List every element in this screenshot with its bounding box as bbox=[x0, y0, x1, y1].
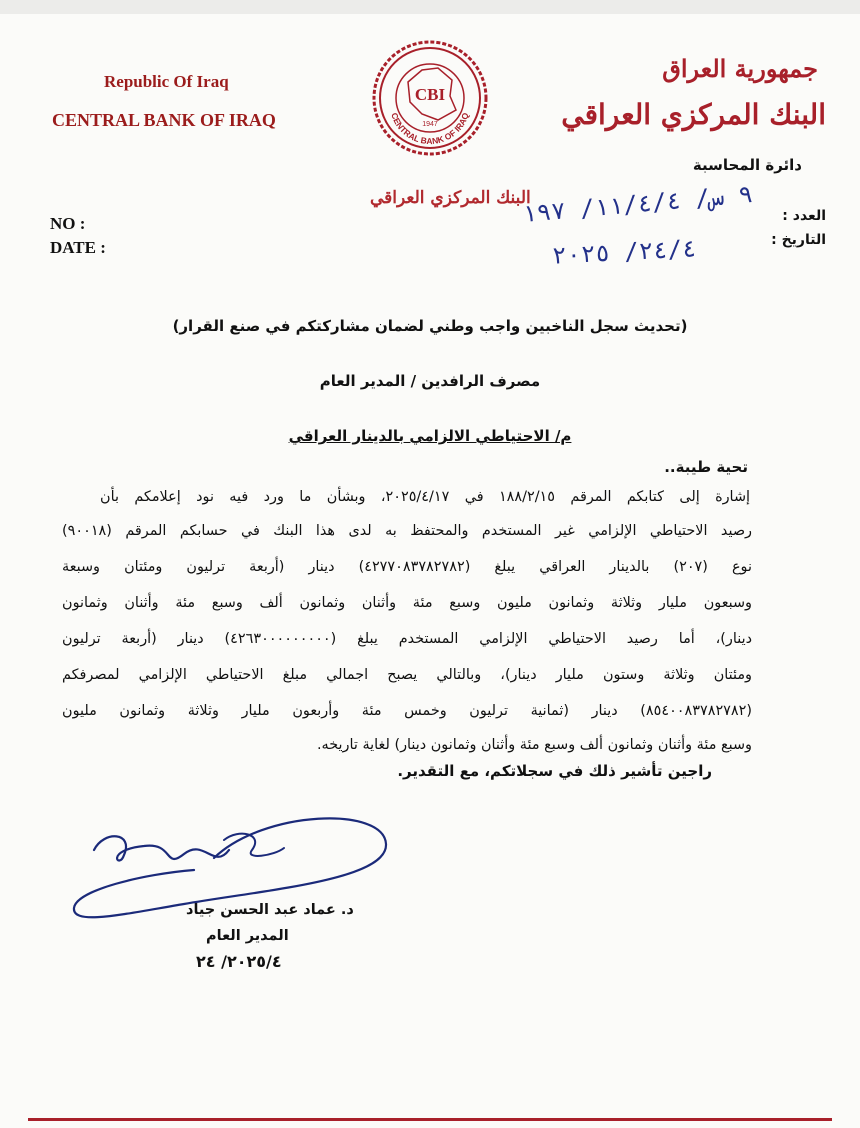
logo-year: 1947 bbox=[422, 121, 438, 128]
department-name: دائرة المحاسبة bbox=[692, 156, 802, 174]
signature-date: ٢٠٢٥/٤/ ٢٤ bbox=[196, 952, 282, 971]
body-line: إشارة إلى كتابكم المرقم ١٨٨/٢/١٥ في ٢٠٢٥/٤/١٧، وبشأن ما ورد فيه نود إعلامكم بأن bbox=[100, 489, 750, 505]
body-line: رصيد الاحتياطي الإلزامي غير المستخدم والمحتفظ به لدى هذا البنك في حسابكم المرقم (٩٠٠١٨) bbox=[62, 523, 752, 539]
header-english-republic: Republic Of Iraq bbox=[104, 72, 229, 91]
number-label-arabic: العدد : bbox=[782, 208, 826, 224]
logo-ring-text: CENTRAL BANK OF IRAQ bbox=[389, 111, 471, 147]
signatory-title: المدير العام bbox=[206, 928, 289, 944]
letter-closing: راجين تأشير ذلك في سجلاتكم، مع التقدير. bbox=[397, 762, 712, 780]
body-line: وسبع مئة وأثنان وثمانون ألف وسبع مئة وأثنان وثمانون دينار) لغاية تاريخه. bbox=[316, 737, 752, 753]
letter-topic: م/ الاحتياطي الالزامي بالدينار العراقي bbox=[288, 427, 572, 445]
handwritten-reference-number: ٩ س/ ١١/٤/٤/ ١٩٧ bbox=[521, 179, 754, 229]
header-arabic-republic: جمهورية العراق bbox=[662, 54, 818, 83]
signatory-name: د. عماد عبد الحسن جياد bbox=[186, 902, 354, 918]
date-label: DATE : bbox=[50, 238, 106, 257]
bank-name-stamp: البنك المركزي العراقي bbox=[370, 188, 531, 208]
header-arabic-bank: البنك المركزي العراقي bbox=[561, 98, 826, 131]
handwritten-reference-date: ٢٤/٤/ ٢٠٢٥ bbox=[551, 234, 698, 270]
letter-greeting: تحية طيبة.. bbox=[664, 458, 748, 476]
scan-edge bbox=[0, 0, 860, 14]
body-line: ومئتان وثلاثة وستون مليار دينار)، وبالتالي يصبح اجمالي مبلغ الاحتياطي الإلزامي لمصرفكم bbox=[62, 667, 752, 683]
footer-rule bbox=[28, 1118, 832, 1121]
letter-subject: (تحديث سجل الناخبين واجب وطني لضمان مشاركتكم في صنع القرار) bbox=[172, 317, 688, 335]
no-label: NO : bbox=[50, 214, 86, 233]
cbi-logo bbox=[372, 40, 488, 156]
body-line: وسبعون مليار وثلاثة وثمانون مليون وسبع مئة وأثنان وثمانون ألف وسبع مئة وأثنان وثمانون bbox=[62, 595, 752, 611]
body-line: دينار)، أما رصيد الاحتياطي الإلزامي المستخدم يبلغ (٤٢٦٣٠٠٠٠٠٠٠٠٠) دينار (أربعة ترليون bbox=[62, 631, 752, 647]
header-english-bank: CENTRAL BANK OF IRAQ bbox=[52, 110, 276, 130]
body-line: (٨٥٤٠٠٨٣٧٨٢٧٨٢) دينار (ثمانية ترليون وخمس مئة وأربعون مليار وثلاثة وثمانون مليون bbox=[62, 703, 752, 719]
logo-initials: CBI bbox=[414, 85, 446, 104]
handwritten-signature bbox=[64, 810, 404, 940]
body-line: نوع (٢٠٧) بالدينار العراقي يبلغ (٤٢٧٧٠٨٣٧٨٢٧٨٢) دينار (أربعة ترليون ومئتان وسبعة bbox=[62, 559, 752, 575]
letter-addressee: مصرف الرافدين / المدير العام bbox=[319, 372, 541, 390]
date-label-arabic: التاريخ : bbox=[771, 232, 826, 248]
